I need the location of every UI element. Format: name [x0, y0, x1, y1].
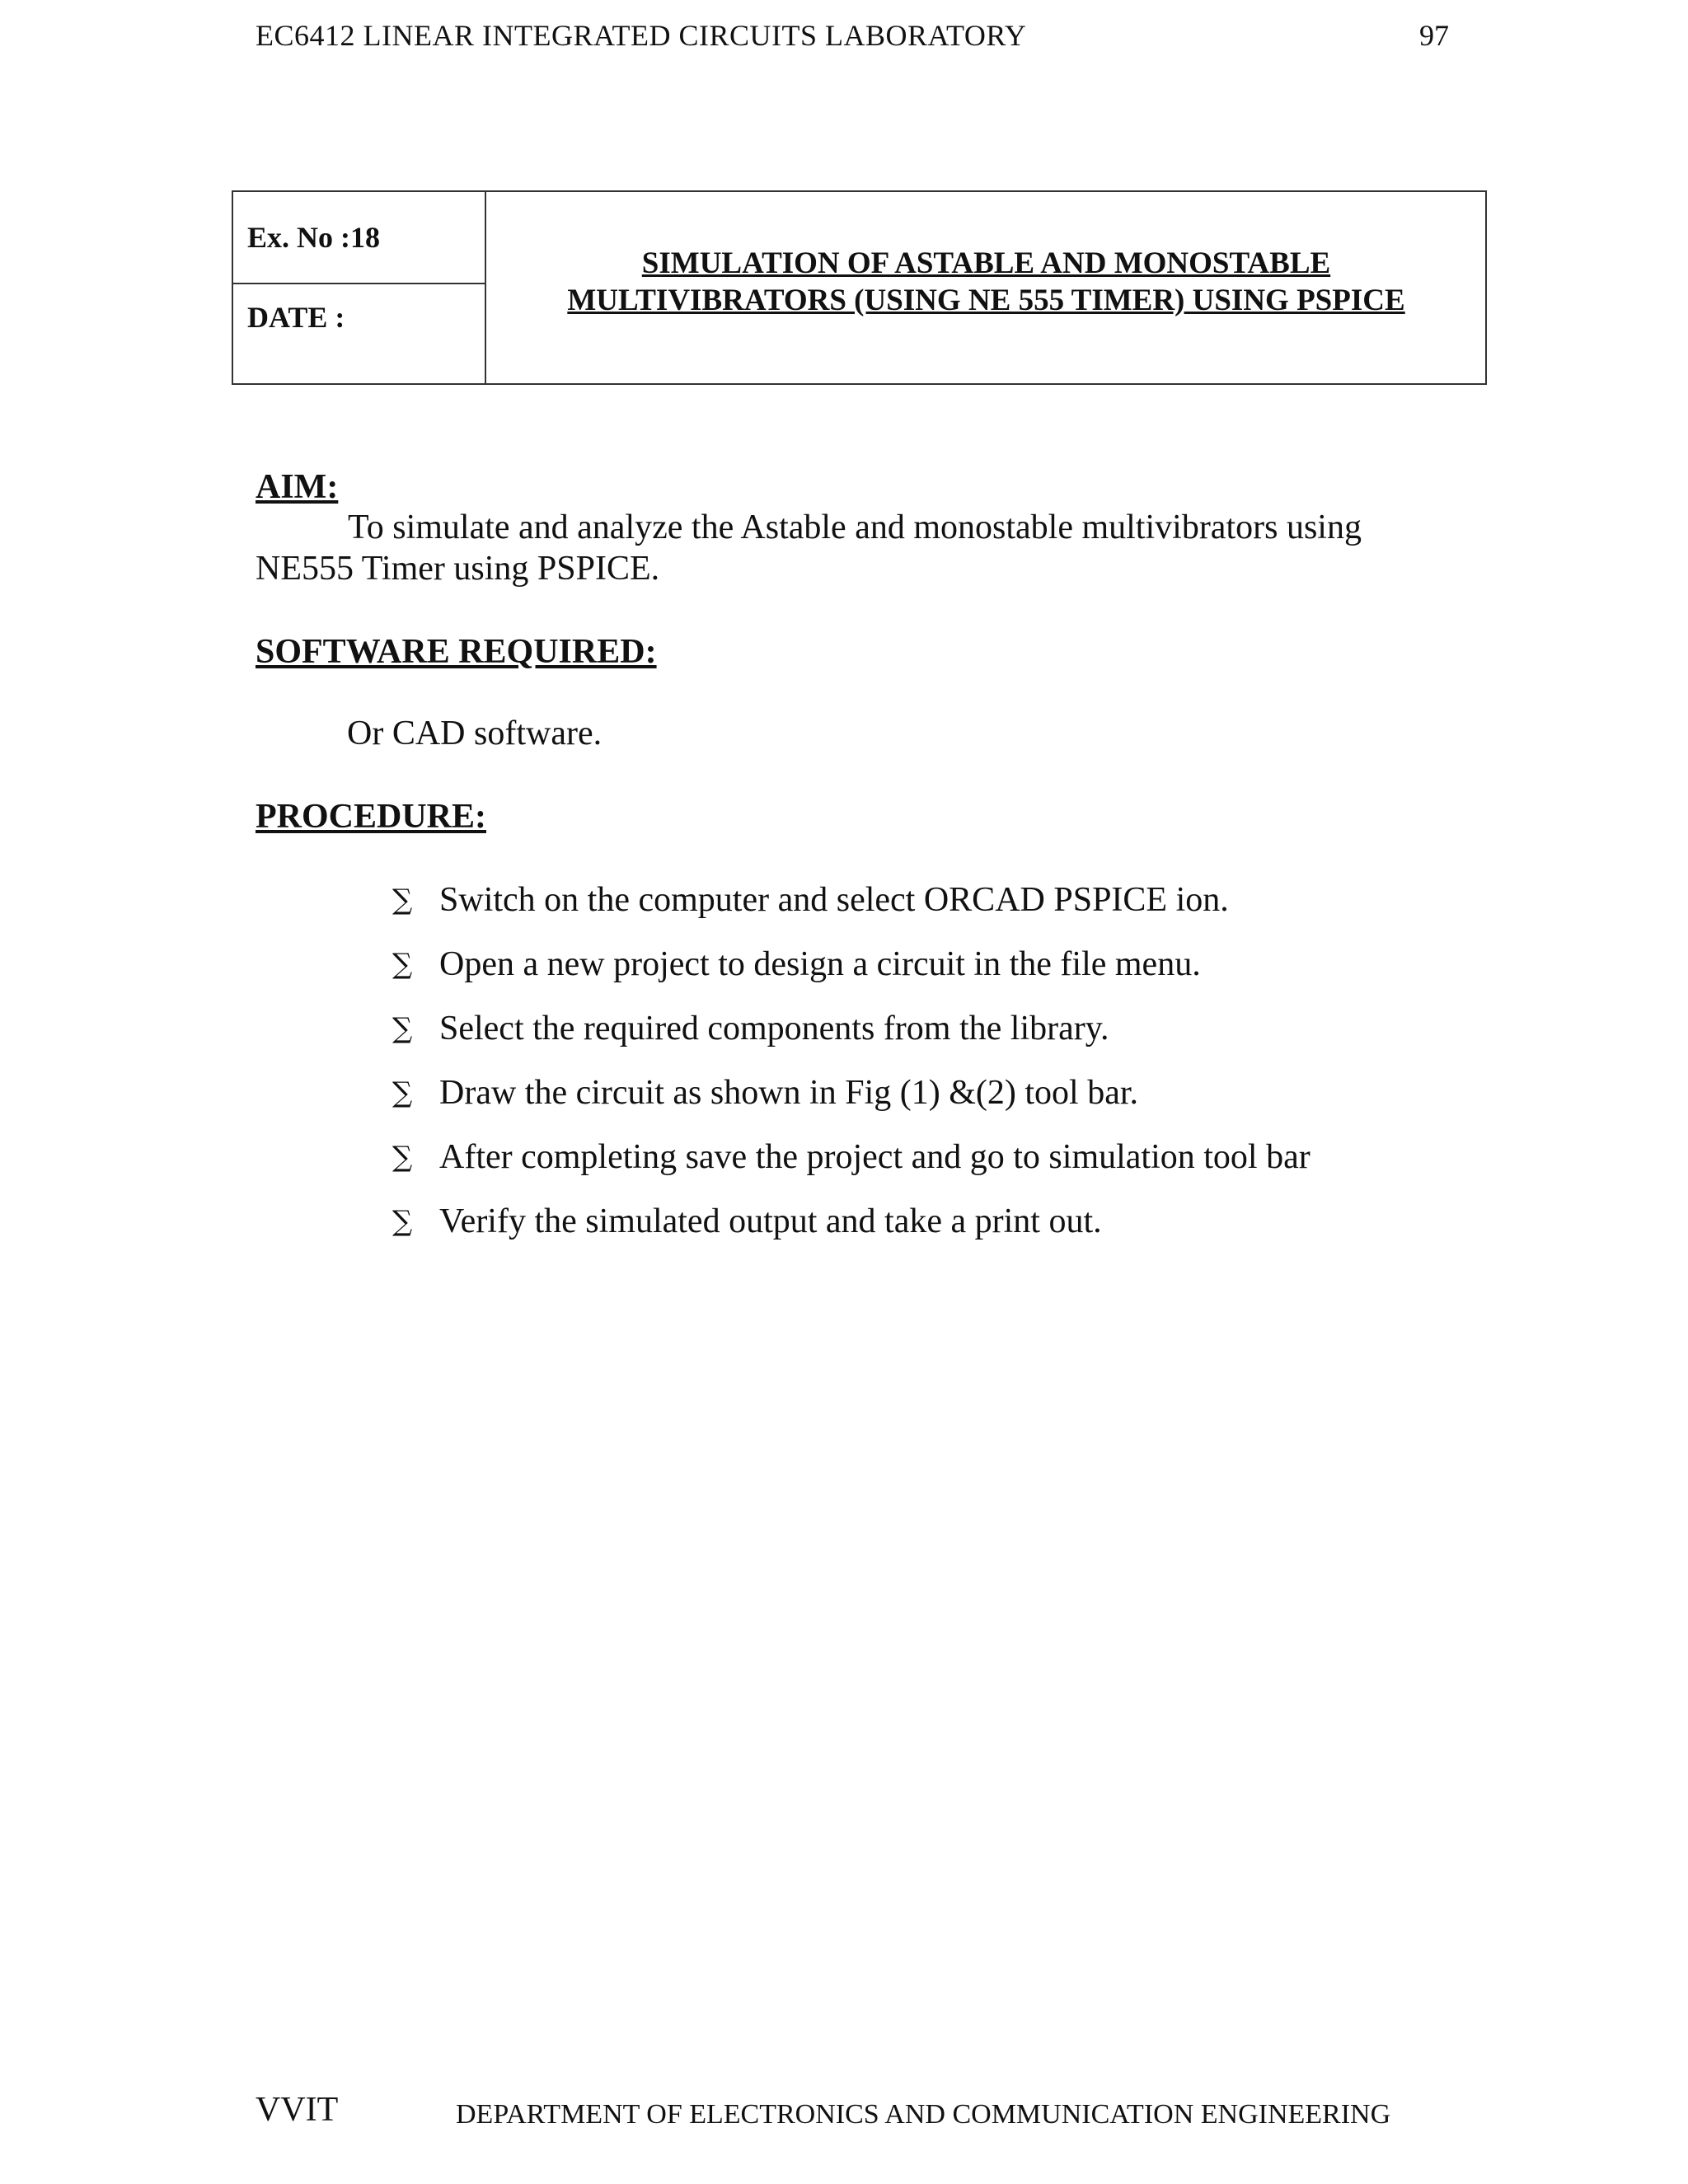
sigma-bullet-icon: ∑	[392, 948, 413, 981]
software-text: Or CAD software.	[347, 715, 603, 752]
procedure-step-text: Draw the circuit as shown in Fig (1) &(2) tool bar.	[439, 1074, 1138, 1112]
page-number: 97	[1419, 19, 1449, 52]
page-header-title: EC6412 LINEAR INTEGRATED CIRCUITS LABORATORY	[256, 19, 1027, 52]
procedure-step	[392, 944, 1311, 1009]
procedure-step-text: Verify the simulated output and take a print out.	[439, 1202, 1102, 1240]
software-heading: SOFTWARE REQUIRED:	[256, 633, 657, 671]
footer-institution: VVIT	[256, 2091, 339, 2129]
footer-department: DEPARTMENT OF ELECTRONICS AND COMMUNICATION ENGINEERING	[456, 2099, 1391, 2130]
table-divider-horizontal	[233, 283, 486, 284]
procedure-heading: PROCEDURE:	[256, 798, 486, 836]
procedure-steps	[392, 880, 1311, 1266]
experiment-header-table	[232, 190, 1487, 385]
procedure-step-text: Switch on the computer and select ORCAD PSPICE ion.	[439, 881, 1229, 919]
procedure-step-text: After completing save the project and go to simulation tool bar	[439, 1138, 1311, 1176]
procedure-step	[392, 1073, 1311, 1137]
sigma-bullet-icon: ∑	[392, 1012, 413, 1045]
procedure-step	[392, 1137, 1311, 1202]
date-label: DATE :	[247, 301, 345, 334]
sigma-bullet-icon: ∑	[392, 1205, 413, 1238]
procedure-step-text: Open a new project to design a circuit in the file menu.	[439, 945, 1201, 983]
experiment-number: Ex. No :18	[247, 221, 380, 254]
procedure-step	[392, 1009, 1311, 1073]
table-divider-vertical	[485, 192, 486, 383]
aim-heading: AIM:	[256, 468, 339, 506]
experiment-title-line1: SIMULATION OF ASTABLE AND MONOSTABLE	[641, 246, 1331, 280]
experiment-title	[487, 245, 1485, 319]
procedure-step	[392, 880, 1311, 944]
sigma-bullet-icon: ∑	[392, 1141, 413, 1174]
procedure-step	[392, 1202, 1311, 1266]
sigma-bullet-icon: ∑	[392, 1076, 413, 1109]
sigma-bullet-icon: ∑	[392, 883, 413, 916]
aim-text: To simulate and analyze the Astable and monostable multivibrators using NE555 Timer using PSPICE.	[256, 509, 1362, 588]
procedure-step-text: Select the required components from the library.	[439, 1010, 1109, 1047]
experiment-title-line2: MULTIVIBRATORS (USING NE 555 TIMER) USING PSPICE	[567, 284, 1405, 317]
